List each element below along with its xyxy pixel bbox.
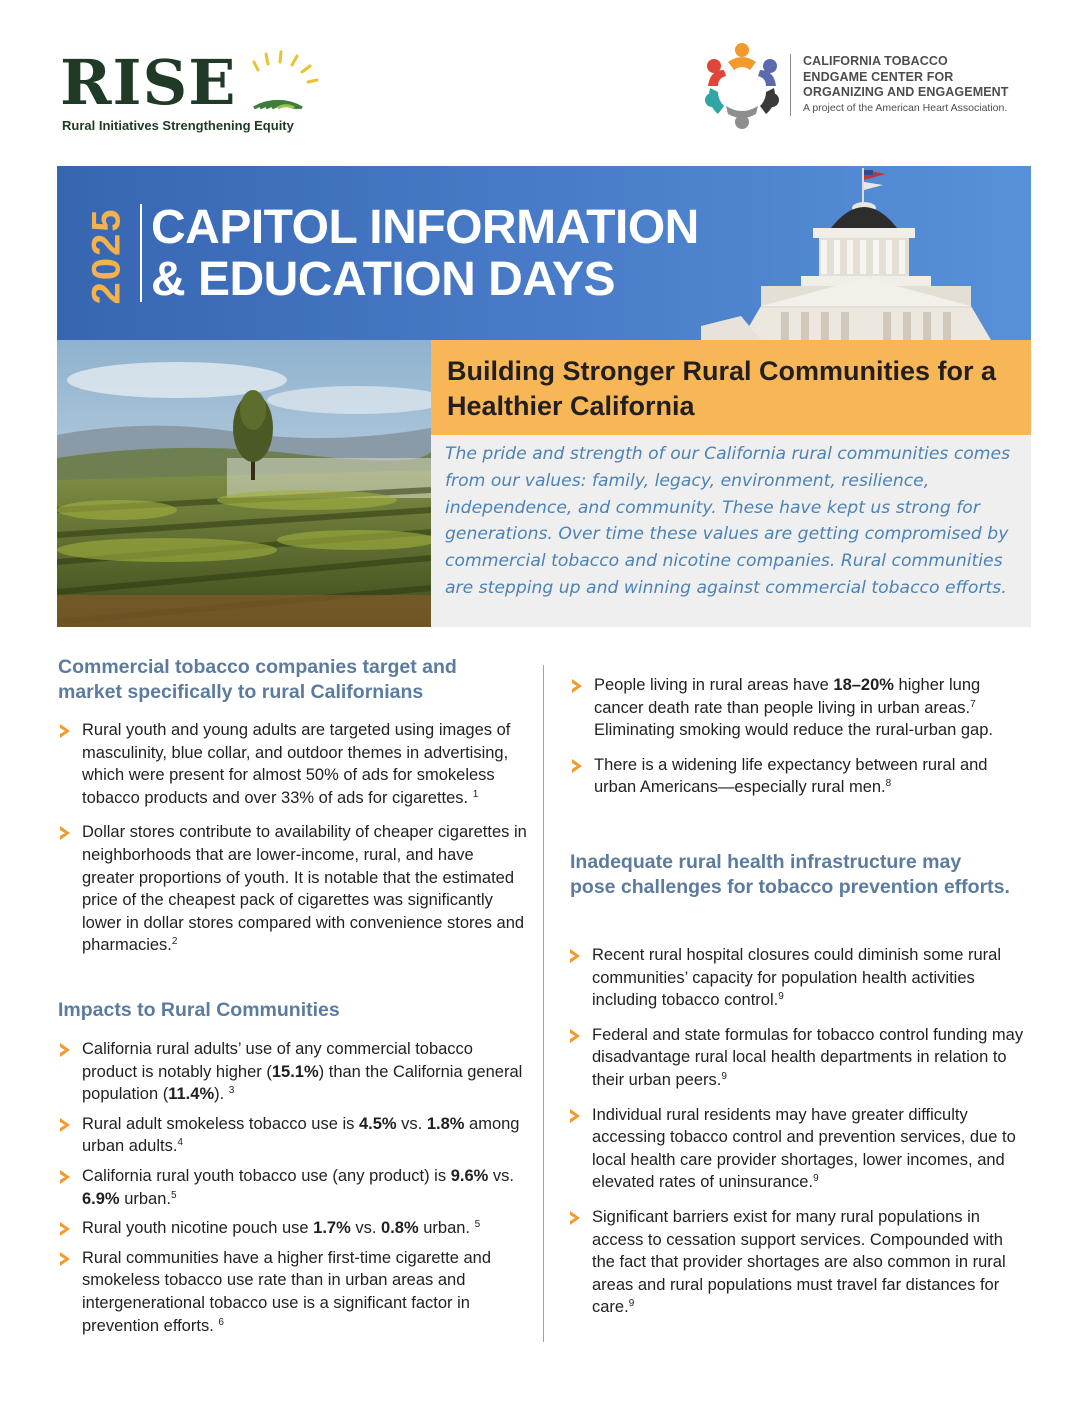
bold-stat: 1.8% [426, 1114, 465, 1133]
bullet-text: ). [214, 1085, 229, 1104]
bold-stat: 6.9% [82, 1189, 120, 1208]
chevron-right-icon [568, 1028, 582, 1044]
bullet-item [570, 674, 1025, 742]
banner-title [151, 202, 699, 306]
bullet-text: Rural youth nicotine pouch use [82, 1219, 314, 1238]
bullet-text: California rural adults’ use of any commercial tobacco product is notably higher ( [82, 1040, 473, 1081]
bullet-text: Individual rural residents may have greater difficulty accessing tobacco control and prevention services, due to local health care provider shortages, lower incomes, and elevated rates of uninsurance. [592, 1105, 1016, 1192]
bold-stat: 15.1% [271, 1062, 319, 1081]
bullet-item [58, 821, 528, 957]
hero-title-box [431, 340, 1031, 435]
banner-divider [140, 204, 142, 302]
bullet-text: California rural youth tobacco use (any product) is [82, 1166, 451, 1185]
bullet-item [58, 1165, 528, 1210]
hero-intro-box [431, 435, 1031, 627]
footnote-ref: 5 [474, 1219, 481, 1231]
bullet-text: Eliminating smoking would reduce the rural-urban gap. [594, 721, 993, 740]
section-heading-infrastructure: Inadequate rural health infrastructure may pose challenges for tobacco prevention efforts. [570, 851, 1010, 898]
bullet-text: higher lung cancer death rate than people living in urban areas. [594, 676, 981, 717]
bullet-item [570, 754, 1025, 799]
bold-stat: 9.6% [450, 1166, 489, 1185]
bullet-text: There is a widening life expectancy between rural and urban Americans—especially rural men. [594, 755, 988, 797]
bullet-item [58, 1038, 528, 1106]
footnote-ref: 9 [813, 1173, 819, 1185]
footnote-ref: 9 [721, 1070, 727, 1082]
bullet-text: Recent rural hospital closures could diminish some rural communities’ capacity for population health activities including tobacco control. [592, 946, 1002, 1010]
chevron-right-icon [58, 1251, 72, 1267]
footnote-ref: 4 [177, 1137, 183, 1149]
hero-title: Building Stronger Rural Communities for a Healthier California [447, 356, 997, 421]
vineyard-photo [57, 340, 431, 627]
footnote-ref: 8 [885, 778, 892, 790]
bullet-text: vs. [396, 1114, 427, 1133]
rise-logo [60, 46, 340, 140]
chevron-right-icon [570, 678, 584, 694]
bold-stat: 4.5% [358, 1114, 397, 1133]
rise-tagline: Rural Initiatives Strengthening Equity [62, 118, 294, 133]
bullet-item [58, 1247, 528, 1337]
bullet-text: among urban adults. [82, 1114, 520, 1156]
bullet-item [568, 1104, 1030, 1194]
bullet-text: Rural youth and young adults are targeted using images of masculinity, blue collar, and outdoor themes in advertising, which were present for almost 50% of ads for smokeless tobacco products and over 33% of ads for cigarettes. [82, 721, 511, 807]
logo-divider [790, 54, 791, 116]
chevron-right-icon [570, 758, 584, 774]
bullet-text: Significant barriers exist for many rural populations in access to cessation support services. Compounded with the fact that provider shortages are also common in rural areas and rural populations must travel far distances for care. [592, 1207, 1006, 1317]
event-banner [57, 166, 1031, 340]
chevron-right-icon [58, 1042, 72, 1058]
health-outcome-bullet-list [570, 674, 1025, 811]
targeting-bullet-list [58, 719, 528, 969]
bullet-text: vs. [350, 1219, 382, 1238]
bullet-item [58, 1217, 528, 1240]
people-circle-icon [700, 42, 784, 130]
bullet-text: urban. [418, 1219, 475, 1238]
chevron-right-icon [568, 948, 582, 964]
endgame-center-logo [700, 42, 1040, 132]
bullet-item [568, 944, 1030, 1012]
bullet-item [568, 1206, 1030, 1319]
footnote-ref: 7 [970, 698, 976, 710]
bold-stat: 11.4% [168, 1085, 215, 1104]
endgame-line-2: ENDGAME CENTER FOR [803, 69, 954, 84]
bullet-text: urban. [119, 1189, 171, 1208]
bullet-item [58, 719, 528, 809]
hero-intro: The pride and strength of our California rural communities comes from our values: family, legacy, environment, resilience, independence, and community. These have kept us strong for generations. Over time these values are getting compromised by commercial tobacco and nicotine companies. Rural communities are stepping up and winning against commercial tobacco efforts. [445, 444, 1011, 598]
section-heading-targeting: Commercial tobacco companies target and market specifically to rural Californians [58, 656, 457, 703]
endgame-text [803, 54, 1009, 114]
chevron-right-icon [568, 1108, 582, 1124]
bold-stat: 18–20% [833, 676, 894, 694]
impacts-bullet-list [58, 1038, 528, 1344]
footnote-ref: 2 [171, 936, 178, 948]
section-heading-impacts: Impacts to Rural Communities [58, 999, 340, 1021]
endgame-subline: A project of the American Heart Association. [803, 101, 1008, 114]
bold-stat: 1.7% [313, 1219, 351, 1238]
bullet-item [58, 1113, 528, 1158]
footnote-ref: 5 [170, 1189, 177, 1201]
banner-title-line-2: & EDUCATION DAYS [151, 253, 616, 306]
footnote-ref: 3 [228, 1085, 235, 1097]
column-divider [543, 665, 544, 1342]
rise-wordmark: RISE [60, 46, 237, 119]
banner-year [77, 204, 137, 308]
vineyard-landscape-image [57, 340, 431, 627]
footnote-ref: 1 [472, 788, 479, 800]
endgame-line-1: CALIFORNIA TOBACCO [803, 54, 948, 68]
bullet-text: vs. [488, 1166, 514, 1185]
footnote-ref: 6 [218, 1316, 224, 1328]
chevron-right-icon [58, 723, 72, 739]
endgame-line-3: ORGANIZING AND ENGAGEMENT [803, 85, 1009, 99]
bullet-text: ) than the California general population ( [82, 1062, 523, 1104]
infrastructure-bullet-list [568, 944, 1030, 1331]
bold-stat: 0.8% [381, 1219, 419, 1238]
footnote-ref: 9 [778, 991, 784, 1003]
banner-title-line-1: CAPITOL INFORMATION [151, 201, 699, 254]
bullet-text: Rural adult smokeless tobacco use is [82, 1114, 359, 1133]
footnote-ref: 9 [628, 1298, 635, 1310]
capitol-dome-icon [701, 166, 1031, 340]
chevron-right-icon [58, 1117, 72, 1133]
chevron-right-icon [58, 1169, 72, 1185]
chevron-right-icon [568, 1210, 582, 1226]
bullet-item [568, 1024, 1030, 1092]
bullet-text: Rural communities have a higher first-time cigarette and smokeless tobacco use rate than in urban areas and intergenerational tobacco use is a significant factor in prevention efforts. [82, 1248, 492, 1335]
sunburst-icon [250, 50, 330, 114]
bullet-text: Federal and state formulas for tobacco control funding may disadvantage rural local health departments in relation to their urban peers. [592, 1025, 1024, 1089]
chevron-right-icon [58, 825, 72, 841]
bullet-text: People living in rural areas have [594, 676, 834, 694]
chevron-right-icon [58, 1221, 72, 1237]
banner-year-text: 2025 [84, 207, 129, 305]
bullet-text: Dollar stores contribute to availability of cheaper cigarettes in neighborhoods that are lower-income, rural, and have greater proportions of youth. It is notable that the estimated price of the cheapest pack of cigarettes was significantly lower in dollar stores compared with convenience stores and pharmacies. [82, 823, 527, 955]
